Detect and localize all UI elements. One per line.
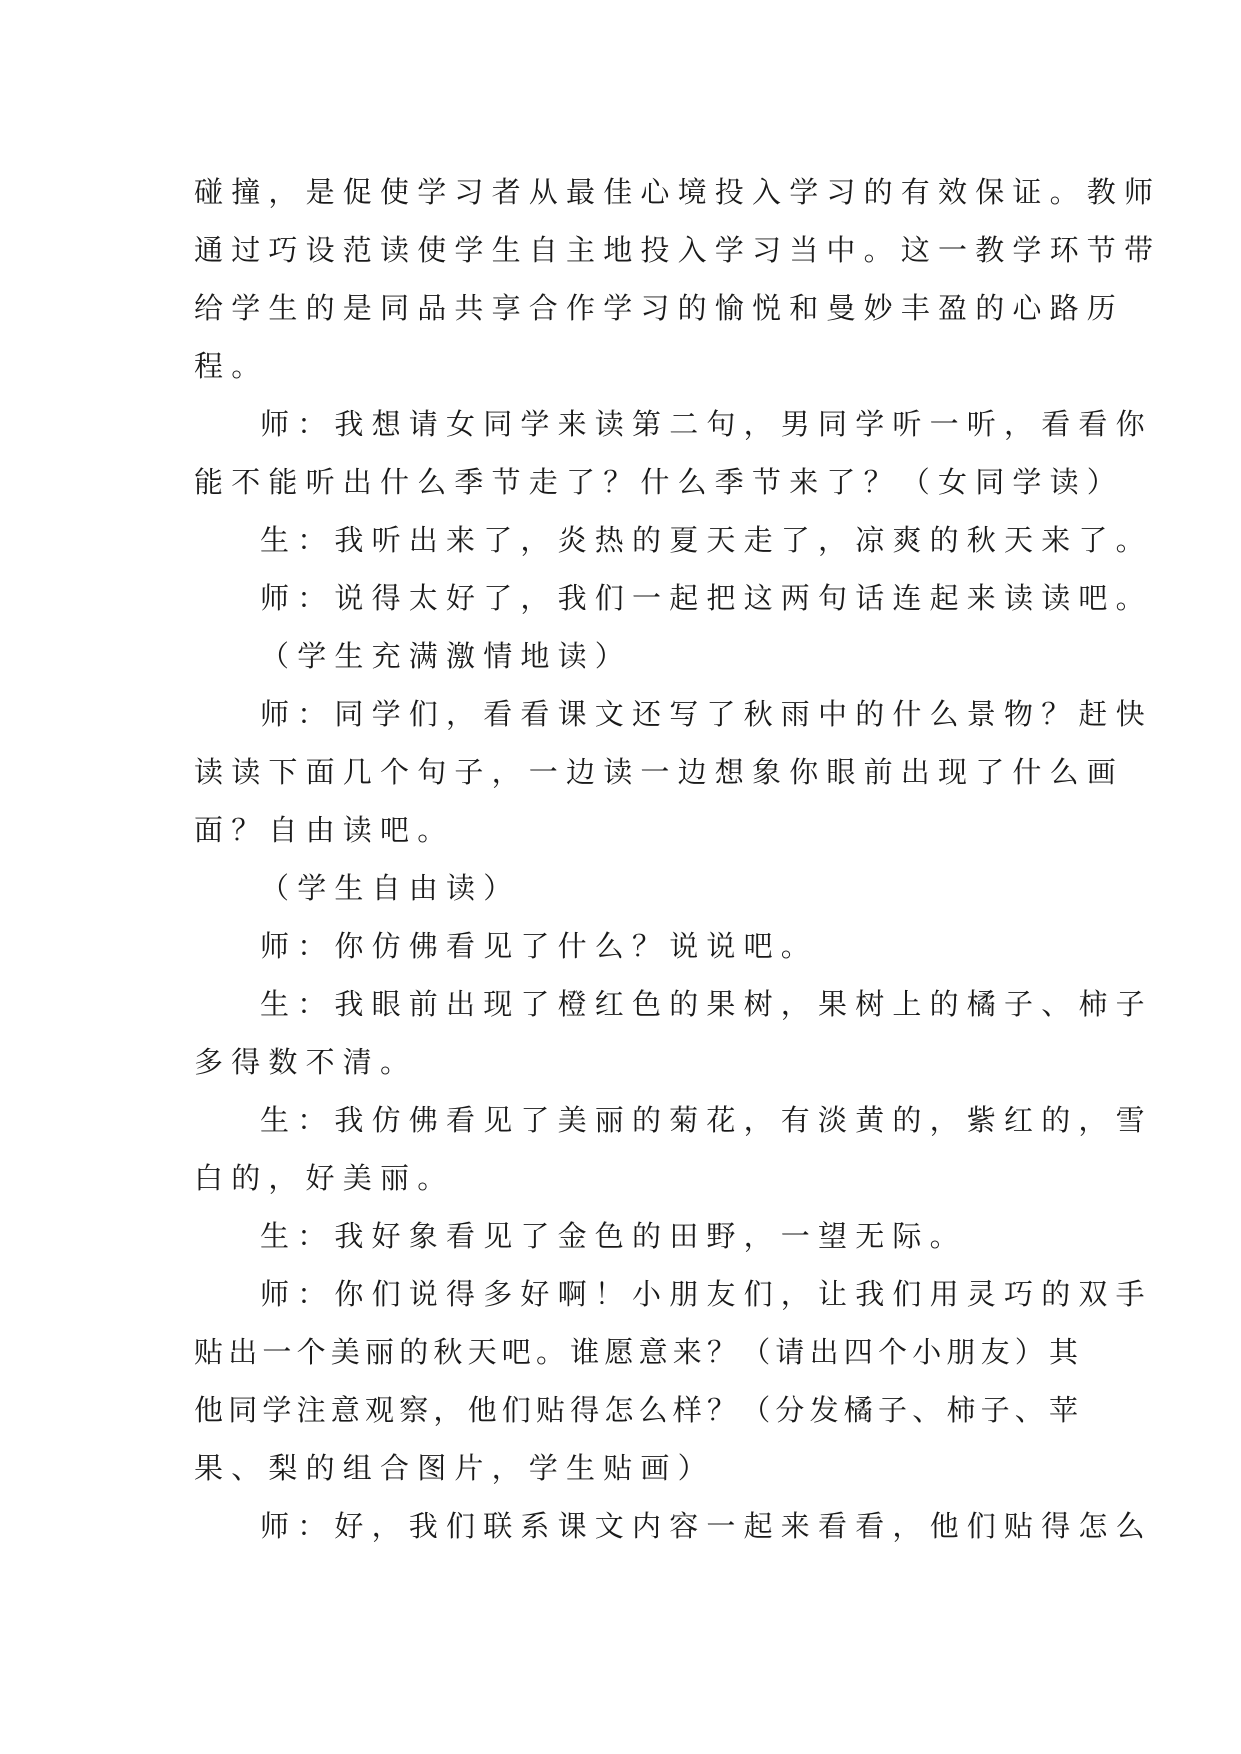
- text-line-2: 通过巧设范读使学生自主地投入学习当中。这一教学环节带: [194, 233, 1162, 267]
- text-line-16: 多得数不清。: [194, 1045, 418, 1079]
- text-line-18: 白的，好美丽。: [194, 1161, 455, 1195]
- text-line-19: 生：我好象看见了金色的田野，一望无际。: [260, 1219, 967, 1253]
- text-line-1: 碰撞，是促使学习者从最佳心境投入学习的有效保证。教师: [194, 175, 1162, 209]
- text-line-7: 生：我听出来了，炎热的夏天走了，凉爽的秋天来了。: [260, 523, 1153, 557]
- text-line-8: 师：说得太好了，我们一起把这两句话连起来读读吧。: [260, 581, 1153, 615]
- text-line-13: （学生自由读）: [260, 871, 521, 905]
- text-line-9: （学生充满激情地读）: [260, 639, 633, 673]
- text-line-6: 能不能听出什么季节走了？什么季节来了？（女同学读）: [194, 465, 1125, 499]
- text-line-10: 师：同学们，看看课文还写了秋雨中的什么景物？赶快: [260, 697, 1153, 731]
- text-line-4: 程。: [194, 349, 269, 383]
- text-line-5: 师：我想请女同学来读第二句，男同学听一听，看看你: [260, 407, 1153, 441]
- text-line-20: 师：你们说得多好啊！小朋友们，让我们用灵巧的双手: [260, 1277, 1153, 1311]
- text-line-12: 面？自由读吧。: [194, 813, 455, 847]
- text-line-23: 果、梨的组合图片，学生贴画）: [194, 1451, 715, 1485]
- text-line-17: 生：我仿佛看见了美丽的菊花，有淡黄的，紫红的，雪: [260, 1103, 1153, 1137]
- text-line-24: 师：好，我们联系课文内容一起来看看，他们贴得怎么: [260, 1509, 1153, 1543]
- text-line-15: 生：我眼前出现了橙红色的果树，果树上的橘子、柿子: [260, 987, 1153, 1021]
- text-line-22: 他同学注意观察，他们贴得怎么样？（分发橘子、柿子、苹: [194, 1393, 1084, 1427]
- text-line-21: 贴出一个美丽的秋天吧。谁愿意来？（请出四个小朋友）其: [194, 1335, 1084, 1369]
- text-line-3: 给学生的是同品共享合作学习的愉悦和曼妙丰盈的心路历: [194, 291, 1125, 325]
- text-line-11: 读读下面几个句子，一边读一边想象你眼前出现了什么画: [194, 755, 1125, 789]
- text-line-14: 师：你仿佛看见了什么？说说吧。: [260, 929, 819, 963]
